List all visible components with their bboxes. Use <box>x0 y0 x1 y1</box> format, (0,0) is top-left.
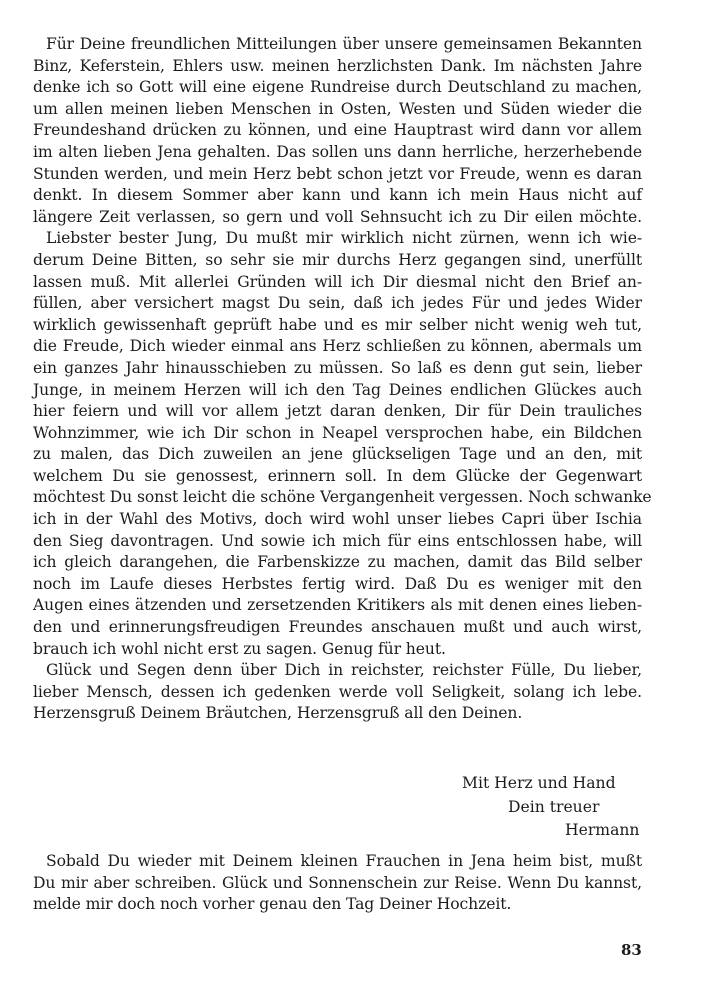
postscript <box>33 851 642 916</box>
text-line: wirklich gewissenhaft geprüft habe und es mir selber nicht wenig weh tut, <box>33 315 642 334</box>
text-line: welchem Du sie genossest, erinnern soll. In dem Glücke der Gegenwart <box>33 466 642 485</box>
text-line: füllen, aber versichert magst Du sein, daß ich jedes Für und jedes Wider <box>33 294 642 313</box>
text-line: Freundeshand drücken zu können, und eine Hauptrast wird dann vor allem <box>33 121 642 140</box>
text-line: zu malen, das Dich zuweilen an jene glückseligen Tage und an den, mit <box>33 445 642 464</box>
postscript-line: Sobald Du wieder mit Deinem kleinen Frauchen in Jena heim bist, mußt <box>46 852 642 870</box>
closing-line: Mit Herz und Hand <box>462 774 616 792</box>
text-line: Stunden werden, und mein Herz bebt schon jetzt vor Freude, wenn es daran <box>33 164 642 183</box>
text-line: lassen muß. Mit allerlei Gründen will ich Dir diesmal nicht den Brief an- <box>33 272 642 291</box>
text-line: im alten lieben Jena gehalten. Das sollen uns dann herrliche, herzerhebende <box>33 142 642 161</box>
text-line: noch im Laufe dieses Herbstes fertig wird. Daß Du es weniger mit den <box>33 574 642 593</box>
text-line: Liebster bester Jung, Du mußt mir wirklich nicht zürnen, wenn ich wie- <box>46 229 642 248</box>
ink-speck <box>42 955 48 959</box>
text-line: Binz, Keferstein, Ehlers usw. meinen herzlichsten Dank. Im nächsten Jahre <box>33 56 642 75</box>
postscript-line: melde mir doch noch vorher genau den Tag Deiner Hochzeit. <box>33 895 512 914</box>
page-number: 83 <box>621 941 642 959</box>
text-line: lieber Mensch, dessen ich gedenken werde voll Seligkeit, solang ich lebe. <box>33 682 642 701</box>
text-line: Augen eines ätzenden und zersetzenden Kritikers als mit denen eines lieben- <box>33 596 642 615</box>
text-line: Wohnzimmer, wie ich Dir schon in Neapel versprochen habe, ein Bildchen <box>33 423 642 442</box>
text-line: die Freude, Dich wieder einmal ans Herz schließen zu können, abermals um <box>33 337 642 356</box>
text-line: denke ich so Gott will eine eigene Rundreise durch Deutschland zu machen, <box>33 78 642 97</box>
text-line: um allen meinen lieben Menschen in Osten, Westen und Süden wieder die <box>33 99 642 118</box>
letter-body <box>33 34 652 725</box>
closing-line: Dein treuer <box>508 798 600 816</box>
signature: Hermann <box>565 821 640 839</box>
text-line: Herzensgruß Deinem Bräutchen, Herzensgruß all den Deinen. <box>33 704 523 723</box>
text-line: Glück und Segen denn über Dich in reichster, reichster Fülle, Du lieber, <box>46 661 642 680</box>
text-line: ich in der Wahl des Motivs, doch wird wohl unser liebes Capri über Ischia <box>33 510 642 529</box>
text-line: den und erinnerungsfreudigen Freundes anschauen mußt und auch wirst, <box>33 618 642 637</box>
text-line: längere Zeit verlassen, so gern und voll Sehnsucht ich zu Dir eilen möchte. <box>33 207 642 226</box>
text-line: möchtest Du sonst leicht die schöne Vergangenheit vergessen. Noch schwanke <box>33 488 652 507</box>
text-line: Für Deine freundlichen Mitteilungen über unsere gemeinsamen Bekannten <box>46 35 642 53</box>
text-line: derum Deine Bitten, so sehr sie mir durchs Herz gegangen sind, unerfüllt <box>33 250 642 269</box>
text-line: den Sieg davontragen. Und sowie ich mich für eins entschlossen habe, will <box>33 531 642 550</box>
text-line: hier feiern und will vor allem jetzt daran denken, Dir für Dein trauliches <box>33 402 642 421</box>
text-line: ich gleich darangehen, die Farbenskizze zu machen, damit das Bild selber <box>33 553 642 572</box>
text-line: denkt. In diesem Sommer aber kann und kann ich mein Haus nicht auf <box>33 186 642 205</box>
text-line: Junge, in meinem Herzen will ich den Tag Deines endlichen Glückes auch <box>33 380 642 399</box>
text-line: brauch ich wohl nicht erst zu sagen. Genug für heut. <box>33 639 446 658</box>
text-line: ein ganzes Jahr hinausschieben zu müssen. So laß es denn gut sein, lieber <box>33 358 642 377</box>
postscript-line: Du mir aber schreiben. Glück und Sonnenschein zur Reise. Wenn Du kannst, <box>33 873 642 892</box>
